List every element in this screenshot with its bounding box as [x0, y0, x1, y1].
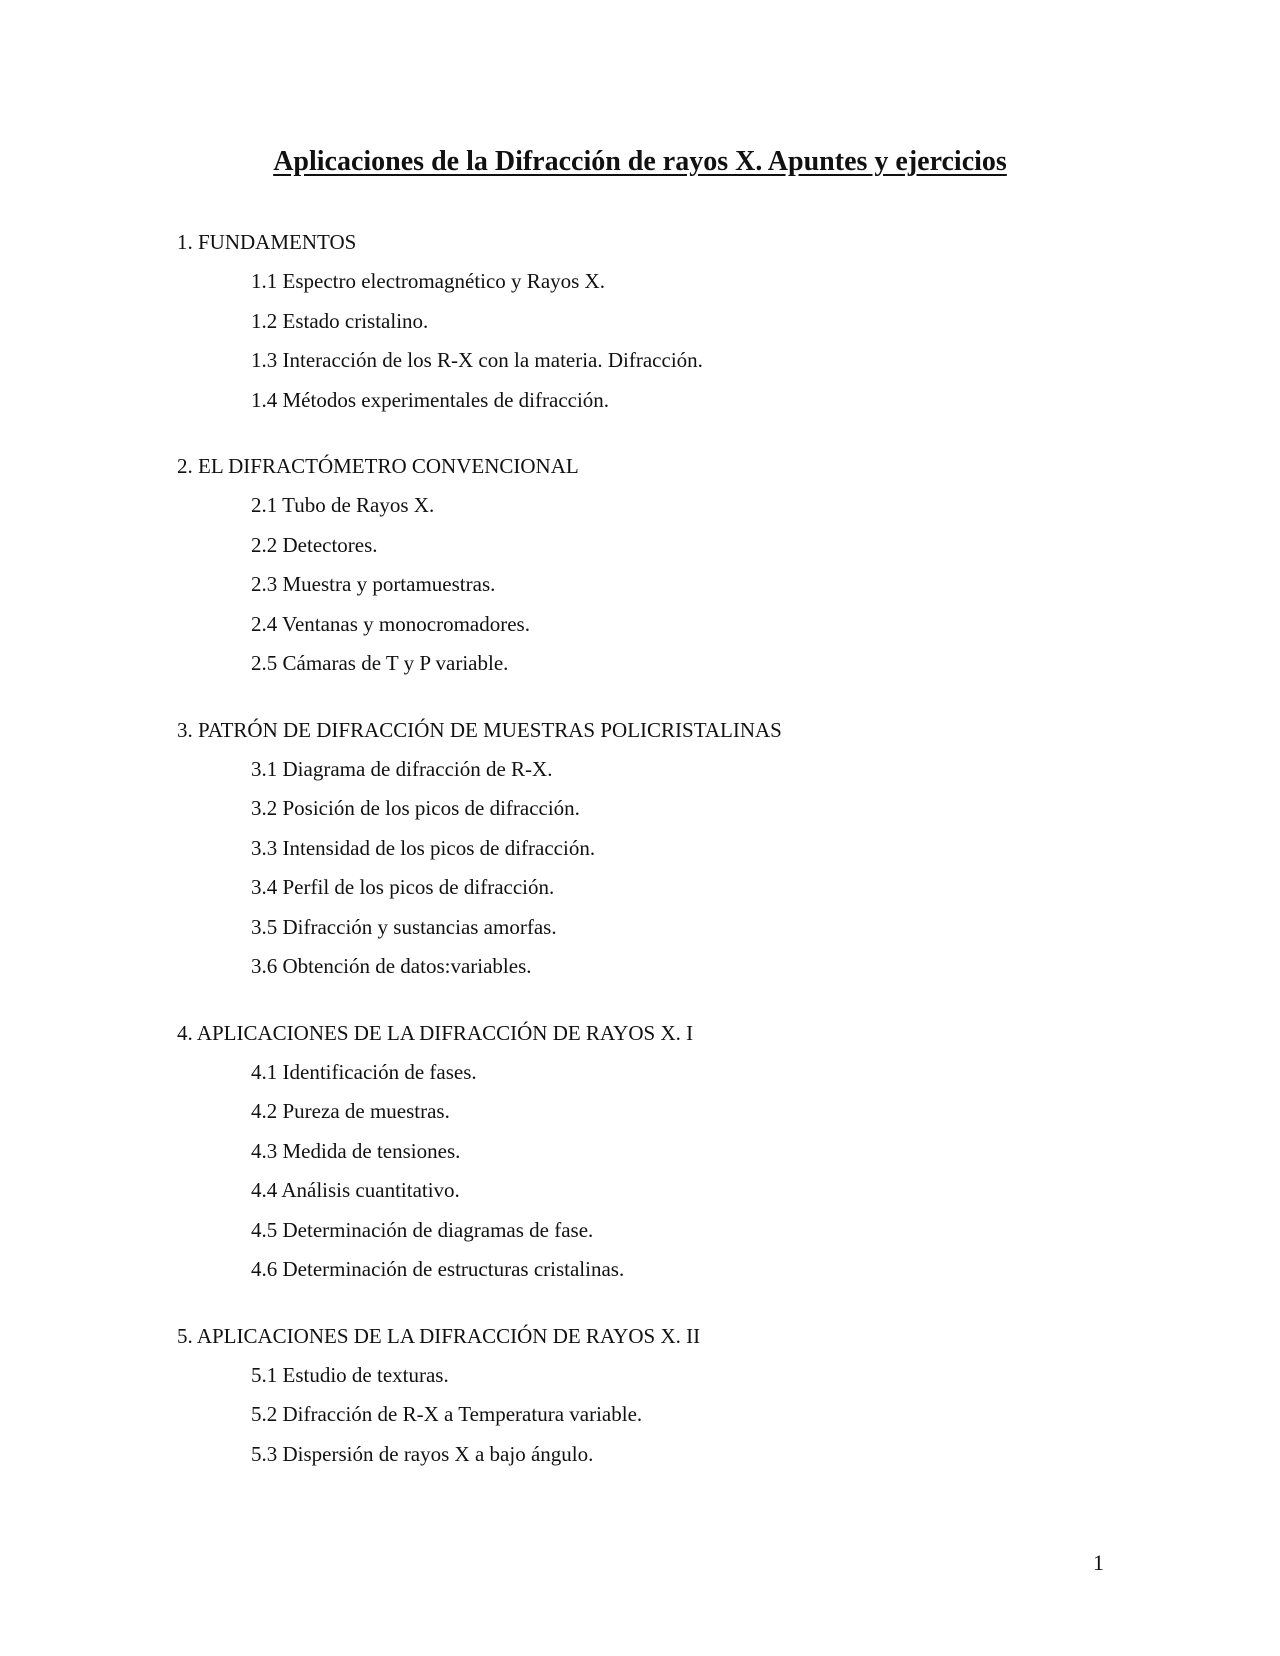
- toc-section: [177, 710, 1177, 987]
- toc-item: 1.2 Estado cristalino.: [251, 308, 429, 333]
- table-of-contents: [177, 222, 1177, 1500]
- toc-item: 3.6 Obtención de datos:variables.: [251, 954, 532, 978]
- toc-section: [177, 1316, 1177, 1475]
- section-heading: 3. PATRÓN DE DIFRACCIÓN DE MUESTRAS POLICRISTALINAS: [177, 717, 782, 742]
- toc-item: 4.6 Determinación de estructuras cristalinas.: [251, 1257, 625, 1281]
- toc-item: 3.2 Posición de los picos de difracción.: [251, 796, 580, 820]
- toc-item: 4.2 Pureza de muestras.: [251, 1099, 450, 1123]
- toc-item: 3.5 Difracción y sustancias amorfas.: [251, 914, 557, 939]
- toc-item: 3.4 Perfil de los picos de difracción.: [251, 875, 555, 899]
- toc-section: [177, 222, 1177, 420]
- page-number: 1: [1093, 1550, 1104, 1575]
- toc-item: 4.4 Análisis cuantitativo.: [251, 1178, 460, 1202]
- section-heading: 2. EL DIFRACTÓMETRO CONVENCIONAL: [177, 454, 579, 478]
- toc-item: 4.1 Identificación de fases.: [251, 1059, 477, 1084]
- toc-item: 2.5 Cámaras de T y P variable.: [251, 651, 509, 675]
- toc-item: 5.2 Difracción de R-X a Temperatura variable.: [251, 1402, 643, 1426]
- section-heading: 1. FUNDAMENTOS: [177, 230, 357, 254]
- toc-item: 2.1 Tubo de Rayos X.: [251, 493, 435, 517]
- toc-item: 2.3 Muestra y portamuestras.: [251, 572, 496, 596]
- toc-item: 3.3 Intensidad de los picos de difracción.: [251, 835, 596, 860]
- toc-item: 4.3 Medida de tensiones.: [251, 1138, 461, 1163]
- toc-item: 5.3 Dispersión de rayos X a bajo ángulo.: [251, 1441, 594, 1466]
- page-title: Aplicaciones de la Difracción de rayos X. Apuntes y ejercicios: [273, 146, 1007, 177]
- toc-item: 2.2 Detectores.: [251, 532, 378, 557]
- toc-item: 4.5 Determinación de diagramas de fase.: [251, 1217, 594, 1242]
- toc-item: 1.4 Métodos experimentales de difracción.: [251, 387, 610, 412]
- toc-item: 5.1 Estudio de texturas.: [251, 1362, 449, 1387]
- section-heading: 4. APLICACIONES DE LA DIFRACCIÓN DE RAYOS X. I: [177, 1020, 694, 1045]
- toc-section: [177, 1013, 1177, 1290]
- toc-item: 2.4 Ventanas y monocromadores.: [251, 611, 530, 636]
- toc-item: 1.3 Interacción de los R-X con la materia. Difracción.: [251, 348, 703, 372]
- toc-item: 1.1 Espectro electromagnético y Rayos X.: [251, 269, 605, 293]
- toc-section: [177, 446, 1177, 684]
- toc-item: 3.1 Diagrama de difracción de R-X.: [251, 756, 553, 781]
- section-heading: 5. APLICACIONES DE LA DIFRACCIÓN DE RAYOS X. II: [177, 1323, 701, 1348]
